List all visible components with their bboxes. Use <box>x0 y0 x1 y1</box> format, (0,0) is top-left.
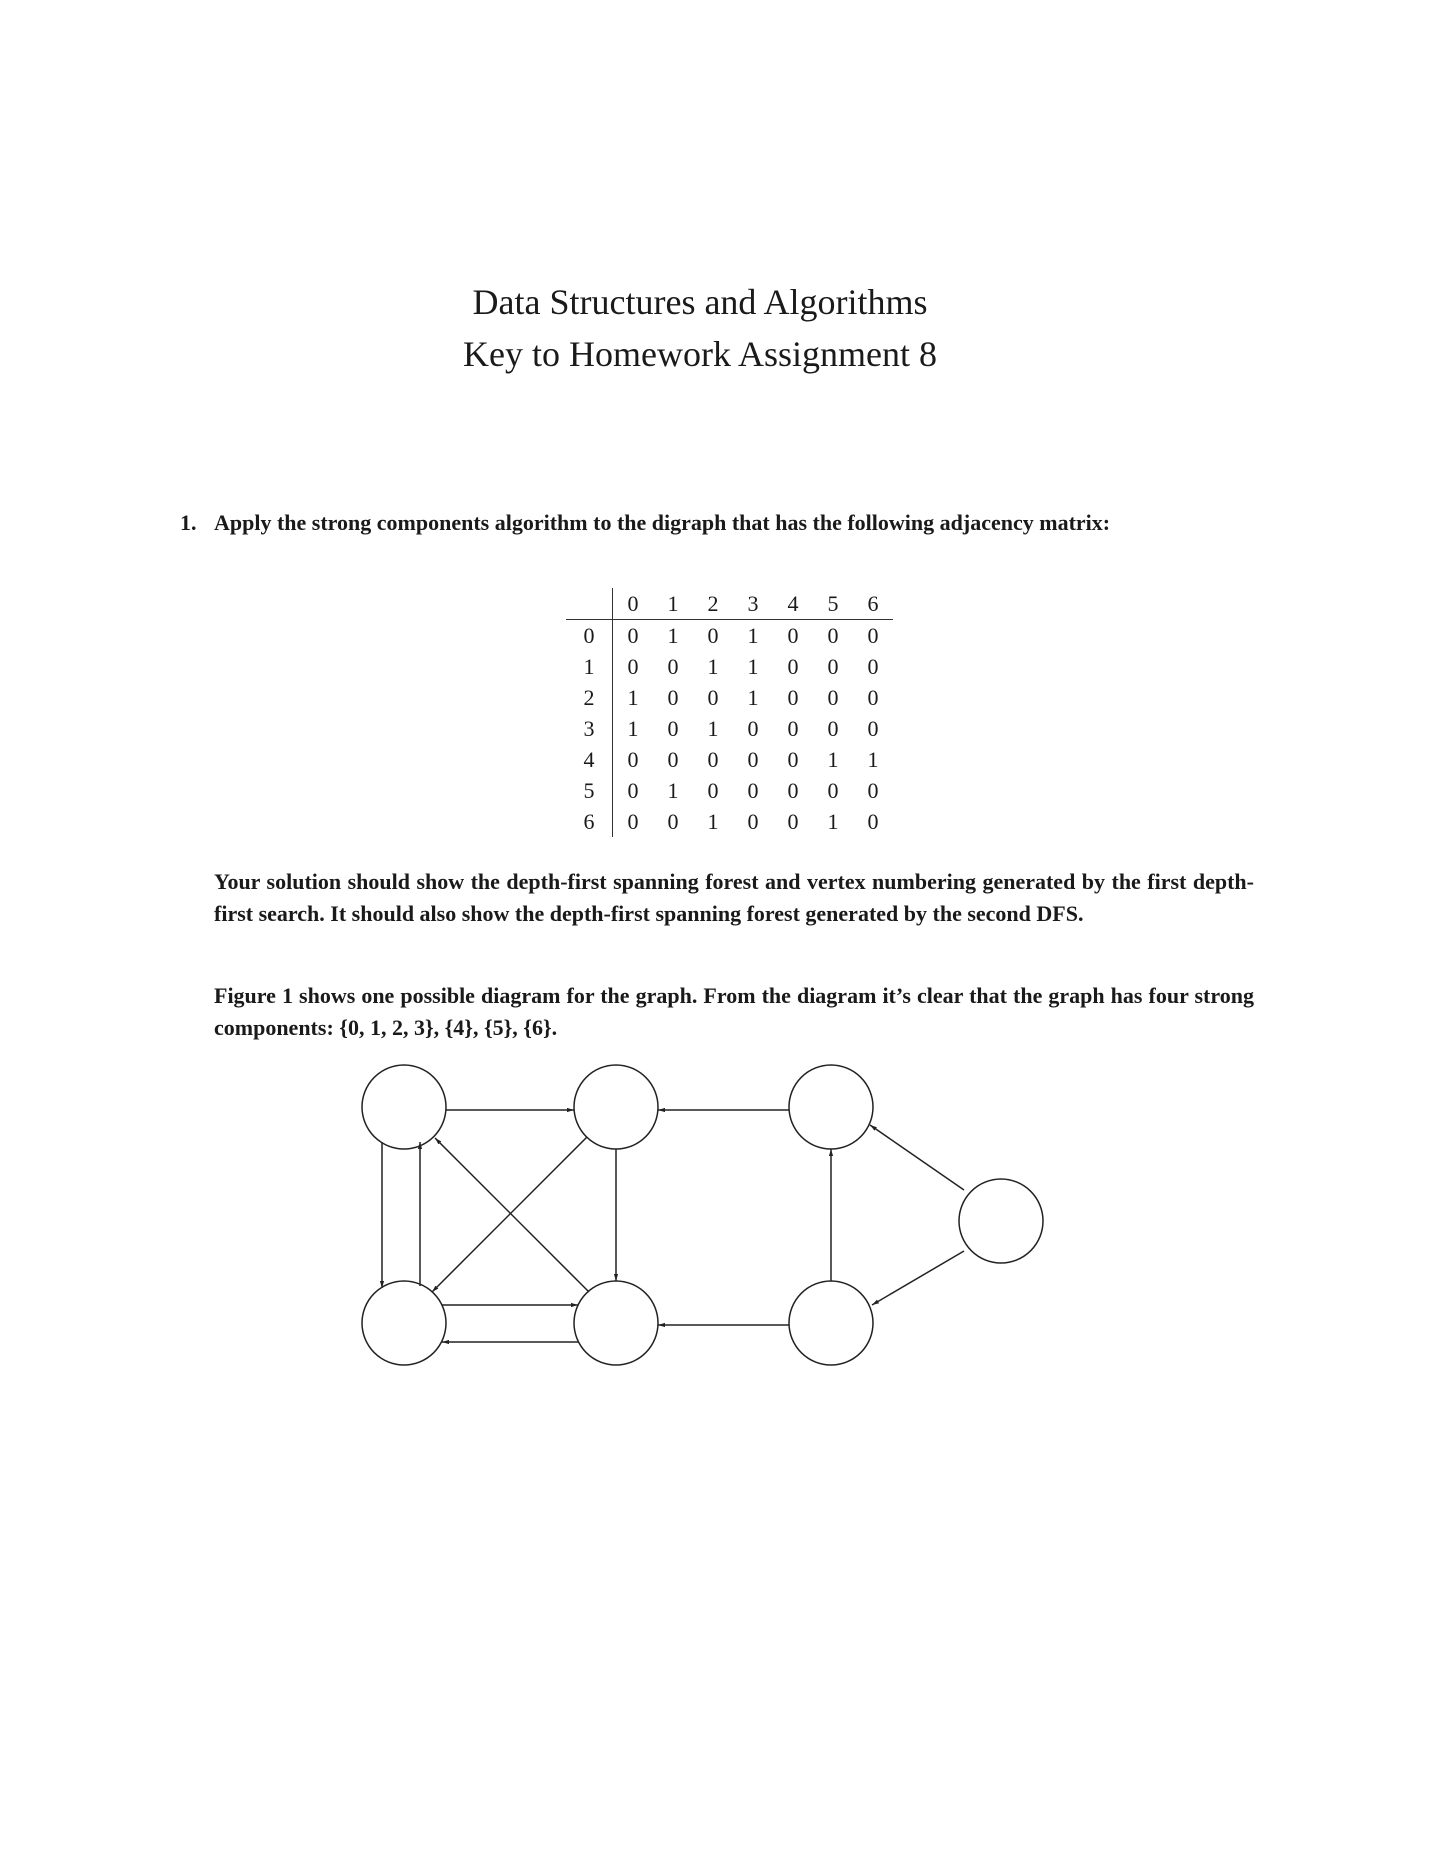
graph-node <box>574 1281 658 1365</box>
solution-paragraph: Your solution should show the depth-first spanning forest and vertex numbering generated by the first depth-first search. It should also show the depth-first spanning forest generated by the second DFS. <box>214 869 1254 926</box>
matrix-cell: 1 <box>707 715 719 741</box>
matrix-cell: 1 <box>747 653 759 679</box>
matrix-cell: 0 <box>667 684 679 710</box>
matrix-cell: 0 <box>867 808 879 834</box>
matrix-cell: 0 <box>747 746 759 772</box>
matrix-cell: 0 <box>627 622 639 648</box>
matrix-cell: 0 <box>787 715 799 741</box>
matrix-cell: 0 <box>747 777 759 803</box>
matrix-cell: 1 <box>627 715 639 741</box>
matrix-cell: 1 <box>707 653 719 679</box>
matrix-cell: 0 <box>787 777 799 803</box>
matrix-cell: 0 <box>827 684 839 710</box>
matrix-col-header: 1 <box>653 588 693 620</box>
matrix-col-header: 3 <box>733 588 773 620</box>
matrix-cell: 0 <box>627 653 639 679</box>
matrix-cell: 0 <box>867 684 879 710</box>
matrix-cell: 1 <box>707 808 719 834</box>
document-title-line-2: Key to Homework Assignment 8 <box>463 334 937 374</box>
matrix-cell: 0 <box>827 653 839 679</box>
matrix-cell: 0 <box>787 808 799 834</box>
matrix-cell: 0 <box>707 684 719 710</box>
matrix-cell: 0 <box>827 777 839 803</box>
matrix-cell: 0 <box>667 715 679 741</box>
matrix-cell: 0 <box>707 777 719 803</box>
problem-text: Apply the strong components algorithm to the digraph that has the following adjacency matrix: <box>214 510 1111 535</box>
matrix-row-header: 0 <box>566 620 613 652</box>
matrix-cell: 0 <box>627 808 639 834</box>
matrix-row-header: 3 <box>566 713 613 744</box>
matrix-cell: 0 <box>867 653 879 679</box>
matrix-cell: 0 <box>867 777 879 803</box>
problem-number: 1. <box>180 510 197 535</box>
graph-node <box>362 1281 446 1365</box>
matrix-row-header: 4 <box>566 744 613 775</box>
matrix-cell: 0 <box>747 808 759 834</box>
matrix-row-header: 1 <box>566 651 613 682</box>
matrix-cell: 1 <box>667 777 679 803</box>
matrix-cell: 0 <box>667 808 679 834</box>
matrix-cell: 0 <box>827 622 839 648</box>
matrix-col-header: 6 <box>853 588 893 620</box>
matrix-col-header: 5 <box>813 588 853 620</box>
matrix-row-header: 6 <box>566 806 613 837</box>
matrix-cell: 0 <box>787 622 799 648</box>
matrix-cell: 0 <box>747 715 759 741</box>
matrix-cell: 0 <box>667 653 679 679</box>
matrix-cell: 1 <box>747 684 759 710</box>
graph-node <box>574 1065 658 1149</box>
matrix-col-header: 2 <box>693 588 733 620</box>
matrix-cell: 0 <box>667 746 679 772</box>
graph-node <box>789 1281 873 1365</box>
document-title-line-1: Data Structures and Algorithms <box>472 282 928 322</box>
figure-note-paragraph: Figure 1 shows one possible diagram for the graph. From the diagram it’s clear that the graph has four strong components: {0, 1, 2, 3}, {4}, {5}, {6}. <box>214 983 1254 1040</box>
graph-node <box>362 1065 446 1149</box>
matrix-cell: 1 <box>867 746 879 772</box>
matrix-row-header: 5 <box>566 775 613 806</box>
graph-node <box>959 1179 1043 1263</box>
matrix-cell: 1 <box>747 622 759 648</box>
graph-edge <box>870 1125 964 1190</box>
graph-edge <box>872 1251 964 1305</box>
matrix-cell: 0 <box>627 777 639 803</box>
matrix-cell: 0 <box>867 715 879 741</box>
matrix-cell: 1 <box>667 622 679 648</box>
matrix-cell: 0 <box>787 653 799 679</box>
graph-edge <box>432 1137 587 1292</box>
matrix-cell: 0 <box>707 746 719 772</box>
graph-edge <box>435 1138 589 1292</box>
matrix-cell: 1 <box>627 684 639 710</box>
matrix-col-header: 4 <box>773 588 813 620</box>
matrix-col-header: 0 <box>613 588 654 620</box>
matrix-cell: 0 <box>707 622 719 648</box>
matrix-cell: 0 <box>787 684 799 710</box>
matrix-row-header: 2 <box>566 682 613 713</box>
matrix-cell: 1 <box>827 746 839 772</box>
matrix-cell: 0 <box>787 746 799 772</box>
matrix-cell: 1 <box>827 808 839 834</box>
matrix-cell: 0 <box>627 746 639 772</box>
matrix-cell: 0 <box>827 715 839 741</box>
graph-node <box>789 1065 873 1149</box>
matrix-cell: 0 <box>867 622 879 648</box>
